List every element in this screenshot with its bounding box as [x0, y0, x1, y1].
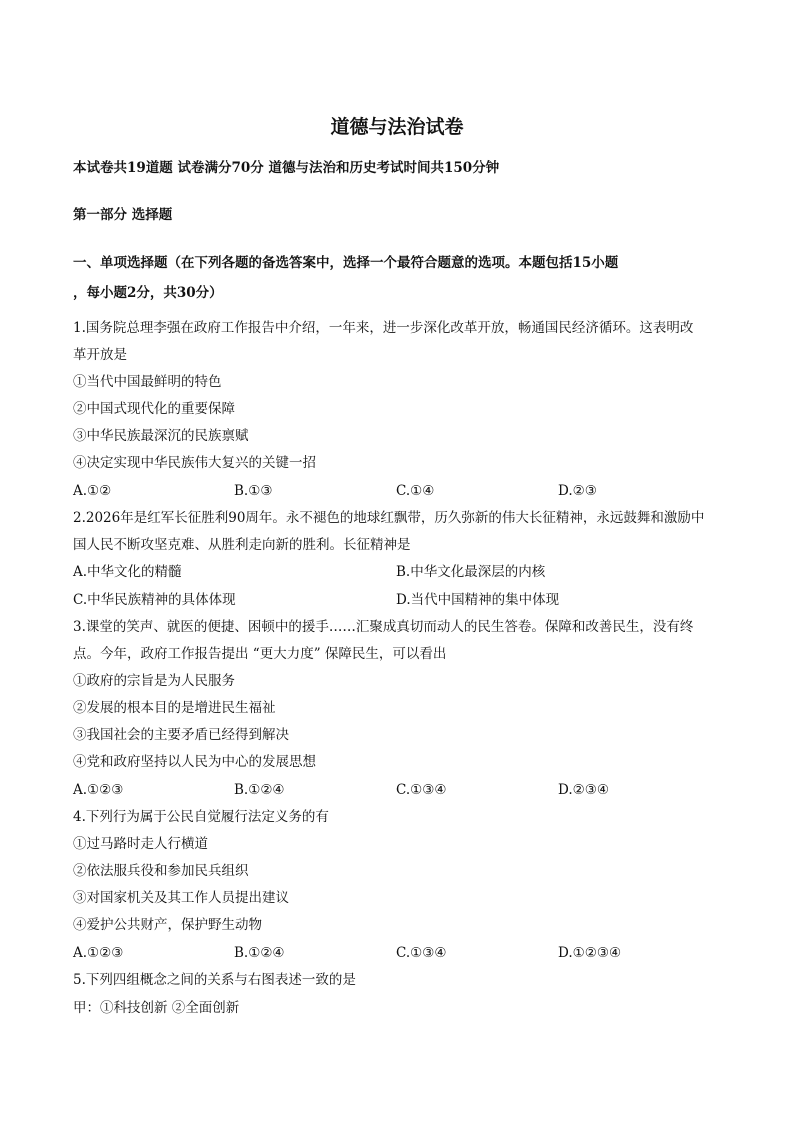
option-a: A.①②③	[73, 782, 124, 798]
statement-item: ④爱护公共财产，保护野生动物	[73, 917, 262, 933]
question-stem: 2.2026年是红军长征胜利90周年。永不褪色的地球红飘带，历久弥新的伟大长征精神，永远鼓舞和激励中	[73, 510, 705, 526]
statement-item: ③中华民族最深沉的民族禀赋	[73, 428, 249, 444]
statement-item: ①过马路时走人行横道	[73, 836, 208, 852]
exam-instructions: 本试卷共19道题 试卷满分70分 道德与法治和历史考试时间共150分钟	[73, 160, 500, 176]
question-stem: 点。今年，政府工作报告提出 “更大力度” 保障民生，可以看出	[73, 646, 447, 662]
question-stem: 5.下列四组概念之间的关系与右图表述一致的是	[73, 972, 356, 988]
question-stem: 国人民不断攻坚克难、从胜利走向新的胜利。长征精神是	[73, 537, 411, 553]
option-a: A.①②③	[73, 945, 124, 961]
question-stem: 3.课堂的笑声、就医的便捷、困顿中的援手……汇聚成真切而动人的民生答卷。保障和改善民生，没有终	[73, 619, 694, 635]
exam-title: 道德与法治试卷	[330, 116, 464, 138]
option-b: B.①②④	[234, 782, 285, 798]
section-heading-line-2: ，每小题2分，共30分）	[73, 285, 223, 301]
option-d: D.①②③④	[558, 945, 622, 961]
option-a: A.①②	[73, 483, 112, 499]
section-heading-line-1: 一、单项选择题（在下列各题的备选答案中，选择一个最符合题意的选项。本题包括15小题	[73, 255, 619, 271]
question-stem: 革开放是	[73, 347, 127, 363]
option-d: D.当代中国精神的集中体现	[396, 592, 560, 608]
statement-item: ④决定实现中华民族伟大复兴的关键一招	[73, 455, 316, 471]
option-d: D.②③④	[558, 782, 609, 798]
option-a: A.中华文化的精髓	[73, 564, 182, 580]
option-b: B.①③	[234, 483, 273, 499]
option-c: C.①④	[396, 483, 435, 499]
statement-item: 甲：①科技创新 ②全面创新	[73, 1000, 240, 1016]
statement-item: ②依法服兵役和参加民兵组织	[73, 863, 249, 879]
option-c: C.①③④	[396, 945, 447, 961]
option-c: C.①③④	[396, 782, 447, 798]
statement-item: ①当代中国最鲜明的特色	[73, 374, 222, 390]
part-heading: 第一部分 选择题	[73, 207, 173, 223]
option-b: B.中华文化最深层的内核	[396, 564, 546, 580]
statement-item: ④党和政府坚持以人民为中心的发展思想	[73, 754, 316, 770]
statement-item: ②发展的根本目的是增进民生福祉	[73, 700, 276, 716]
statement-item: ③我国社会的主要矛盾已经得到解决	[73, 727, 289, 743]
question-stem: 4.下列行为属于公民自觉履行法定义务的有	[73, 809, 329, 825]
option-d: D.②③	[558, 483, 597, 499]
statement-item: ③对国家机关及其工作人员提出建议	[73, 890, 289, 906]
option-b: B.①②④	[234, 945, 285, 961]
question-stem: 1.国务院总理李强在政府工作报告中介绍，一年来，进一步深化改革开放，畅通国民经济循环。这表明改	[73, 320, 694, 336]
statement-item: ①政府的宗旨是为人民服务	[73, 673, 235, 689]
option-c: C.中华民族精神的具体体现	[73, 592, 236, 608]
statement-item: ②中国式现代化的重要保障	[73, 401, 235, 417]
